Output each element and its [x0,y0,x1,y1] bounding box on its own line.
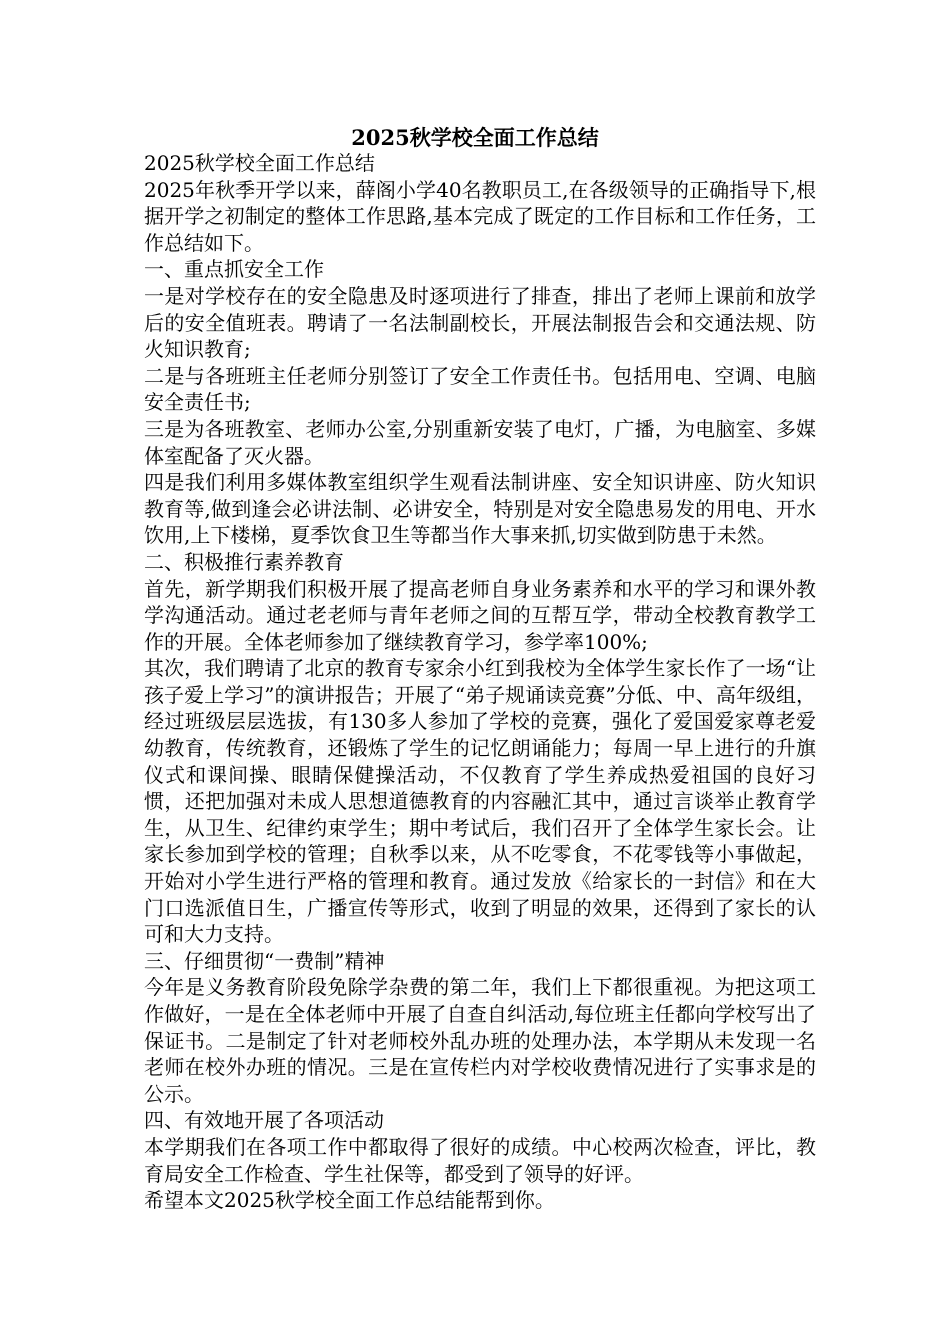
section-heading-quality-education: 二、积极推行素养教育 [144,549,344,574]
safety-item-3: 三是为各班教室、老师办公室,分别重新安装了电灯，广播，为电脑室、多媒体室配备了灭火器。 [144,416,816,468]
quality-education-second: 其次，我们聘请了北京的教育专家余小红到我校为全体学生家长作了一场“让孩子爱上学习”的演讲报告；开展了“弟子规诵读竞赛”分低、中、高年级组，经过班级层层选拔，有130多人参加了学校的竞赛，强化了爱国爱家尊老爱幼教育，传统教育，还锻炼了学生的记忆朗诵能力；每周一早上进行的升旗仪式和课间操、眼睛保健操活动，不仅教育了学生养成热爱祖国的良好习惯，还把加强对未成人思想道德教育的内容融汇其中，通过言谈举止教育学生，从卫生、纪律约束学生；期中考试后，我们召开了全体学生家长会。让家长参加到学校的管理；自秋季以来，从不吃零食，不花零钱等小事做起，开始对小学生进行严格的管理和教育。通过发放《给家长的一封信》和在大门口选派值日生，广播宣传等形式，收到了明显的效果，还得到了家长的认可和大力支持。 [144,656,816,947]
intro-paragraph: 2025年秋季开学以来，薛阁小学40名教职员工,在各级领导的正确指导下,根据开学之初制定的整体工作思路,基本完成了既定的工作目标和工作任务，工作总结如下。 [144,177,816,255]
safety-item-2: 二是与各班班主任老师分别签订了安全工作责任书。包括用电、空调、电脑安全责任书; [144,363,816,415]
document-title: 2025秋学校全面工作总结 [351,125,599,150]
subtitle-line: 2025秋学校全面工作总结 [144,151,375,175]
section-heading-activities: 四、有效地开展了各项活动 [144,1108,384,1133]
document-body [144,150,816,1214]
safety-item-4: 四是我们利用多媒体教室组织学生观看法制讲座、安全知识讲座、防火知识教育等,做到逢会必讲法制、必讲安全，特别是对安全隐患易发的用电、开水饮用,上下楼梯，夏季饮食卫生等都当作大事来抓,切实做到防患于未然。 [144,470,816,548]
section-heading-fee-policy: 三、仔细贯彻“一费制”精神 [144,948,385,973]
activities-paragraph: 本学期我们在各项工作中都取得了很好的成绩。中心校两次检查，评比，教育局安全工作检查、学生社保等，都受到了领导的好评。 [144,1134,816,1186]
fee-policy-paragraph: 今年是义务教育阶段免除学杂费的第二年，我们上下都很重视。为把这项工作做好，一是在全体老师中开展了自查自纠活动,每位班主任都向学校写出了保证书。二是制定了针对老师校外乱办班的处理办法，本学期从未发现一名老师在校外办班的情况。三是在宣传栏内对学校收费情况进行了实事求是的公示。 [144,975,816,1106]
quality-education-first: 首先，新学期我们积极开展了提高老师自身业务素养和水平的学习和课外教学沟通活动。通过老老师与青年老师之间的互帮互学，带动全校教育教学工作的开展。全体老师参加了继续教育学习，参学率100%; [144,576,816,654]
safety-item-1: 一是对学校存在的安全隐患及时逐项进行了排查，排出了老师上课前和放学后的安全值班表。聘请了一名法制副校长，开展法制报告会和交通法规、防火知识教育; [144,283,816,362]
section-heading-safety: 一、重点抓安全工作 [144,257,324,282]
closing-line: 希望本文2025秋学校全面工作总结能帮到你。 [144,1188,555,1213]
